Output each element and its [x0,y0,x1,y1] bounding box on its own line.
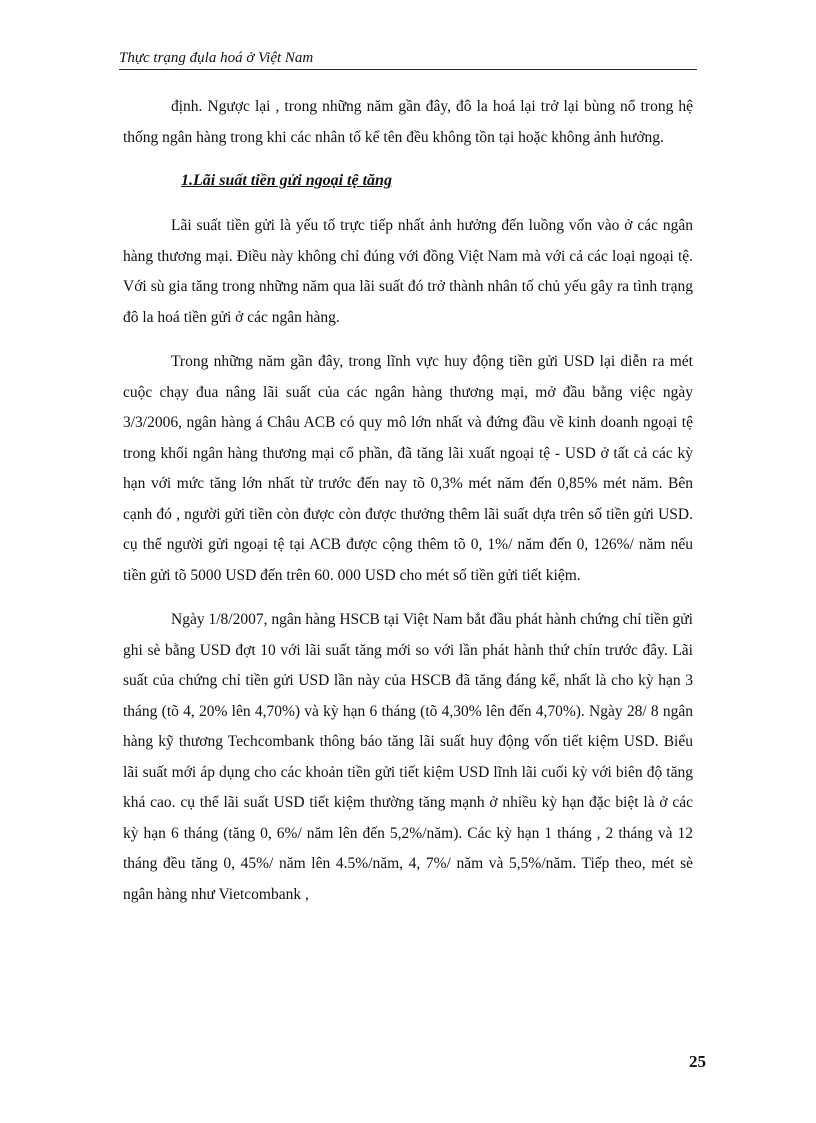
paragraph-intro: định. Ngược lại , trong những năm gần đây, đô la hoá lại trở lại bùng nổ trong hệ thống ngân hàng trong khi các nhân tố kể tên đều không tồn tại hoặc không ảnh hưởng. [123,98,693,146]
running-header [119,48,697,70]
page-body [123,92,693,924]
paragraph-acb: Trong những năm gần đây, trong lĩnh vực huy động tiền gửi USD lại diễn ra mét cuộc chạy đua nâng lãi suất của các ngân hàng thương mại, mở đầu bằng việc ngày 3/3/2006, ngân hàng á Châu ACB có quy mô lớn nhất và đứng đầu về kinh doanh ngoại tệ trong khối ngân hàng thương mại cổ phần, đã tăng lãi xuất ngoại tệ - USD ở tất cả các kỳ hạn với mức tăng lớn nhất từ trước đến nay tõ 0,3% mét năm đến 0,85% mét năm. Bên cạnh đó , người gửi tiền còn được còn được thưởng thêm lãi suất dựa trên số tiền gửi USD. cụ thể người gửi ngoại tệ tại ACB được cộng thêm tõ 0, 1%/ năm đến 0, 126%/ năm nếu tiền gửi tõ 5000 USD đến trên 60. 000 USD cho mét số tiền gửi tiết kiệm. [123,353,693,584]
section-heading: 1.Lãi suất tiền gửi ngoại tệ tăng [181,172,392,189]
paragraph-interest-rate: Lãi suất tiền gửi là yếu tố trực tiếp nhất ảnh hưởng đến luồng vốn vào ở các ngân hàng thương mại. Điều này không chỉ đúng với đồng Việt Nam mà với cả các loại ngoại tệ. Với sù gia tăng trong những năm qua lãi suất đó trở thành nhân tố chủ yếu gây ra tình trạng đô la hoá tiền gửi ở các ngân hàng. [123,217,693,326]
page-number: 25 [689,1052,706,1071]
header-title: Thực trạng đụla hoá ở Việt Nam [119,50,314,66]
paragraph-hscb: Ngày 1/8/2007, ngân hàng HSCB tại Việt Nam bắt đầu phát hành chứng chỉ tiền gửi ghi sè bằng USD đợt 10 với lãi suất tăng mới so với lần phát hành thứ chín trước đây. Lãi suất của chứng chỉ tiền gửi USD lần này của HSCB đã tăng đáng kể, nhất là cho kỳ hạn 3 tháng (tõ 4, 20% lên 4,70%) và kỳ hạn 6 tháng (tõ 4,30% lên đến 4,70%). Ngày 28/ 8 ngân hàng kỹ thương Techcombank thông báo tăng lãi suất huy động vốn tiết kiệm USD. Biểu lãi suất mới áp dụng cho các khoản tiền gửi tiết kiệm USD lĩnh lãi cuối kỳ với biên độ tăng khá cao. cụ thể lãi suất USD tiết kiệm thường tăng mạnh ở nhiều kỳ hạn đặc biệt là ở các kỳ hạn 6 tháng (tăng 0, 6%/ năm lên đến 5,2%/năm). Các kỳ hạn 1 tháng , 2 tháng và 12 tháng đều tăng 0, 45%/ năm lên 4.5%/năm, 4, 7%/ năm và 5,5%/năm. Tiếp theo, mét sè ngân hàng như Vietcombank , [123,611,693,903]
